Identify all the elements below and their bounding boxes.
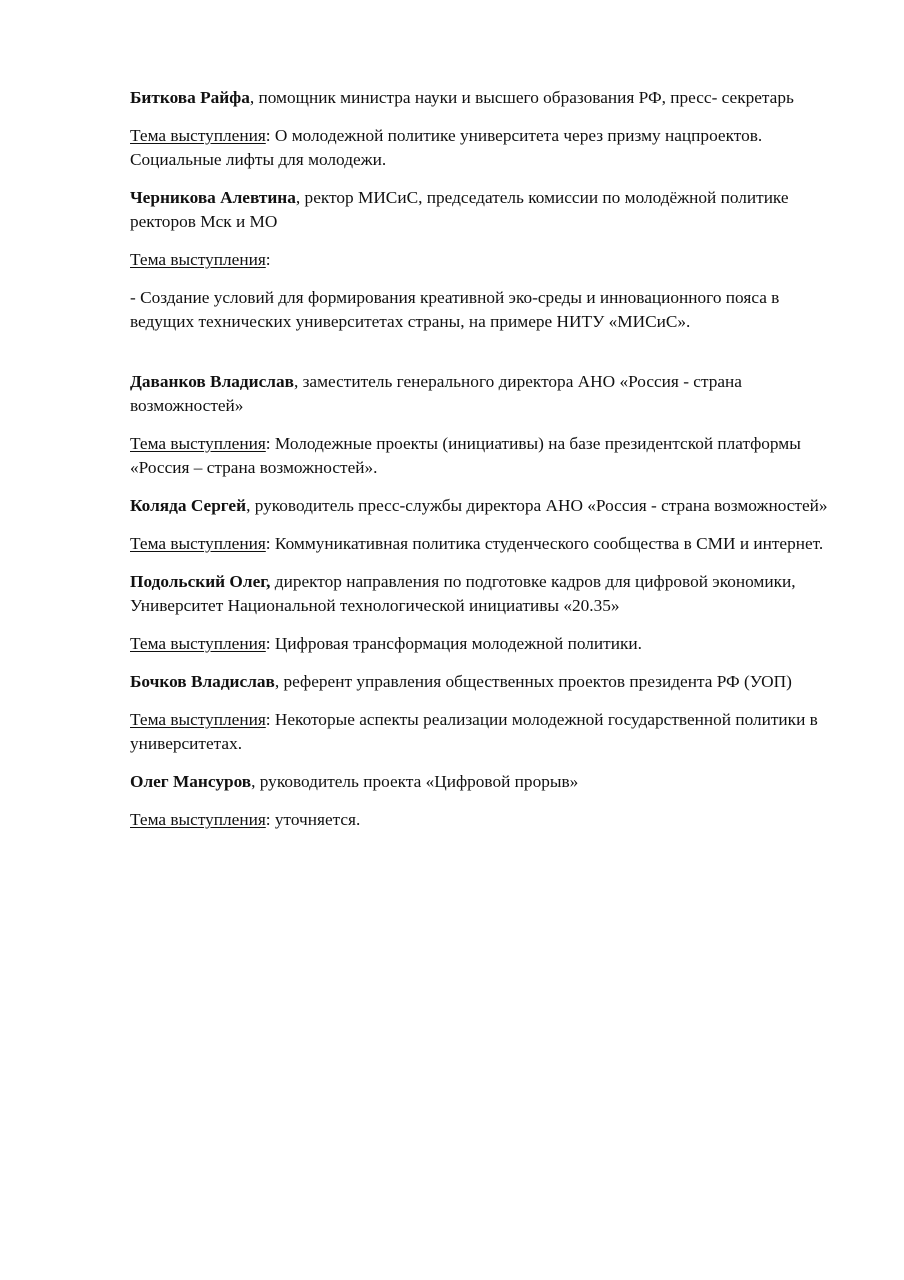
speaker-role: , ректор МИСиС, председатель комиссии по молодёжной политике ректоров Мск и МО — [130, 188, 789, 231]
topic-text: : Коммуникативная политика студенческого сообщества в СМИ и интернет. — [265, 534, 824, 553]
speaker-name: Олег Мансуров — [130, 772, 252, 791]
speaker-name: Даванков Владислав — [130, 372, 294, 391]
topic-text: : О молодежной политике университета через призму нацпроектов. Социальные лифты для молодежи. — [130, 126, 763, 169]
topic-line — [130, 124, 844, 172]
speaker-entry-bochkov — [130, 670, 844, 694]
topic-line — [130, 632, 844, 656]
speaker-entry-kolyada — [130, 494, 844, 518]
speaker-role: , руководитель проекта «Цифровой прорыв» — [251, 772, 579, 791]
speaker-entry-bitkova — [130, 86, 844, 110]
topic-label: Тема выступления — [130, 810, 266, 829]
topic-label: Тема выступления — [130, 710, 266, 729]
speaker-name: Биткова Райфа — [130, 88, 250, 107]
speaker-entry-davankov — [130, 370, 844, 418]
topic-text: : Молодежные проекты (инициативы) на базе президентской платформы «Россия – страна возможностей». — [130, 434, 801, 477]
topic-label: Тема выступления — [130, 126, 266, 145]
speaker-name: Бочков Владислав — [130, 672, 275, 691]
topic-text: : Некоторые аспекты реализации молодежной государственной политики в университетах. — [130, 710, 818, 753]
speaker-role: , руководитель пресс-службы директора АНО «Россия - страна возможностей» — [246, 496, 828, 515]
topic-label: Тема выступления — [130, 534, 266, 553]
topic-text: : Цифровая трансформация молодежной политики. — [265, 634, 642, 653]
topic-text: : уточняется. — [265, 810, 361, 829]
topic-line — [130, 808, 844, 832]
topic-text: : — [265, 250, 271, 269]
speaker-name: Подольский Олег, — [130, 572, 271, 591]
topic-detail: - Создание условий для формирования креативной эко-среды и инновационного пояса в ведущих технических университетах страны, на примере НИТУ «МИСиС». — [130, 288, 780, 331]
speaker-name: Черникова Алевтина — [130, 188, 296, 207]
topic-line — [130, 432, 844, 480]
topic-line — [130, 532, 844, 556]
speaker-role: , помощник министра науки и высшего образования РФ, пресс- секретарь — [249, 88, 794, 107]
speaker-role: директор направления по подготовке кадров для цифровой экономики, Университет Национальной технологической инициативы «20.35» — [130, 572, 796, 615]
speaker-entry-chernikova — [130, 186, 844, 234]
speaker-role: , референт управления общественных проектов президента РФ (УОП) — [274, 672, 792, 691]
topic-label: Тема выступления — [130, 250, 266, 269]
speaker-role: , заместитель генерального директора АНО «Россия - страна возможностей» — [130, 372, 742, 415]
speaker-name: Коляда Сергей — [130, 496, 247, 515]
topic-label: Тема выступления — [130, 634, 266, 653]
topic-line — [130, 708, 844, 756]
speaker-entry-podolsky — [130, 570, 844, 618]
speaker-entry-mansurov — [130, 770, 844, 794]
topic-line — [130, 248, 844, 272]
topic-label: Тема выступления — [130, 434, 266, 453]
